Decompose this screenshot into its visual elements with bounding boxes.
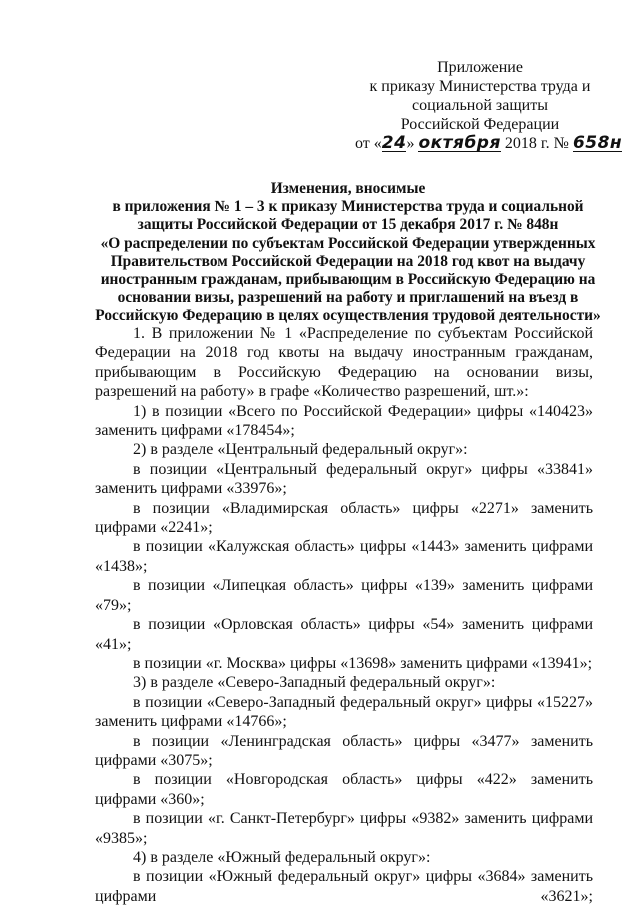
- handwritten-month: октября: [418, 133, 501, 153]
- paragraph: 1. В приложении № 1 «Распределение по субъектам Российской Федерации на 2018 год квоты на выдачу иностранным гражданам, прибывающим в Российскую Федерацию на основании визы, разрешений на работу» в графе «Количество разрешений, шт.»:: [95, 325, 593, 401]
- paragraph: 1) в позиции «Всего по Российской Федерации» цифры «140423» заменить цифрами «178454»;: [95, 402, 593, 440]
- title-line: основании визы, разрешений на работу и приглашений на въезд в: [117, 289, 579, 307]
- title-line: в приложения № 1 – 3 к приказу Министерства труда и социальной: [112, 198, 584, 216]
- paragraph: в позиции «Владимирская область» цифры «2271» заменить цифрами «2241»;: [95, 499, 593, 537]
- paragraph: в позиции «Новгородская область» цифры «422» заменить цифрами «360»;: [95, 771, 593, 808]
- quote-close: »: [406, 135, 415, 152]
- paragraph: в позиции «Центральный федеральный округ» цифры «33841» заменить цифрами «33976»;: [95, 460, 593, 498]
- appendix-line: социальной защиты: [412, 97, 548, 114]
- title-line: «О распределении по субъектам Российской Федерации утвержденных: [100, 234, 596, 252]
- paragraph: в позиции «Орловская область» цифры «54» заменить цифрами «41»;: [95, 616, 593, 653]
- appendix-line: Приложение: [437, 59, 523, 76]
- paragraph: 4) в разделе «Южный федеральный округ»:: [133, 848, 431, 866]
- title-line: иностранным гражданам, прибывающим в Российскую Федерацию на: [100, 271, 596, 289]
- paragraph: в позиции «г. Санкт-Петербург» цифры «9382» заменить цифрами «9385»;: [95, 810, 593, 847]
- title-line: Правительством Российской Федерации на 2018 год квот на выдачу: [110, 252, 586, 270]
- title-line: Российскую Федерацию в целях осуществления трудовой деятельности»: [95, 307, 601, 325]
- title-line: защиты Российской Федерации от 15 декабря 2017 г. № 848н: [137, 216, 559, 234]
- handwritten-day: 24: [381, 133, 407, 153]
- appendix-line: Российской Федерации: [400, 116, 560, 133]
- paragraph: в позиции «г. Москва» цифры «13698» заменить цифрами «13941»;: [133, 654, 593, 672]
- order-date-line: [355, 133, 623, 153]
- paragraph: в позиции «Ленинградская область» цифры «3477» заменить цифрами «3075»;: [95, 732, 593, 769]
- appendix-header: [355, 58, 623, 153]
- year-text: 2018 г. №: [504, 135, 569, 152]
- paragraph: в позиции «Липецкая область» цифры «139» заменить цифрами «79»;: [95, 577, 593, 614]
- paragraph: в позиции «Северо-Западный федеральный округ» цифры «15227» заменить цифрами «14766»;: [95, 693, 593, 731]
- paragraph: 2) в разделе «Центральный федеральный округ»:: [133, 441, 468, 459]
- paragraph: в позиции «Калужская область» цифры «1443» заменить цифрами «1438»;: [95, 538, 593, 575]
- document-title: [88, 180, 608, 326]
- appendix-line: к приказу Министерства труда и: [369, 78, 591, 95]
- paragraph: в позиции «Южный федеральный округ» цифры «3684» заменить цифрами «3621»;: [95, 868, 593, 905]
- title-line: Изменения, вносимые: [270, 180, 426, 197]
- date-prefix: от «: [355, 135, 382, 152]
- document-body: [95, 324, 593, 906]
- paragraph: 3) в разделе «Северо-Западный федеральный округ»:: [133, 674, 496, 692]
- handwritten-order-number: 658н: [572, 133, 623, 153]
